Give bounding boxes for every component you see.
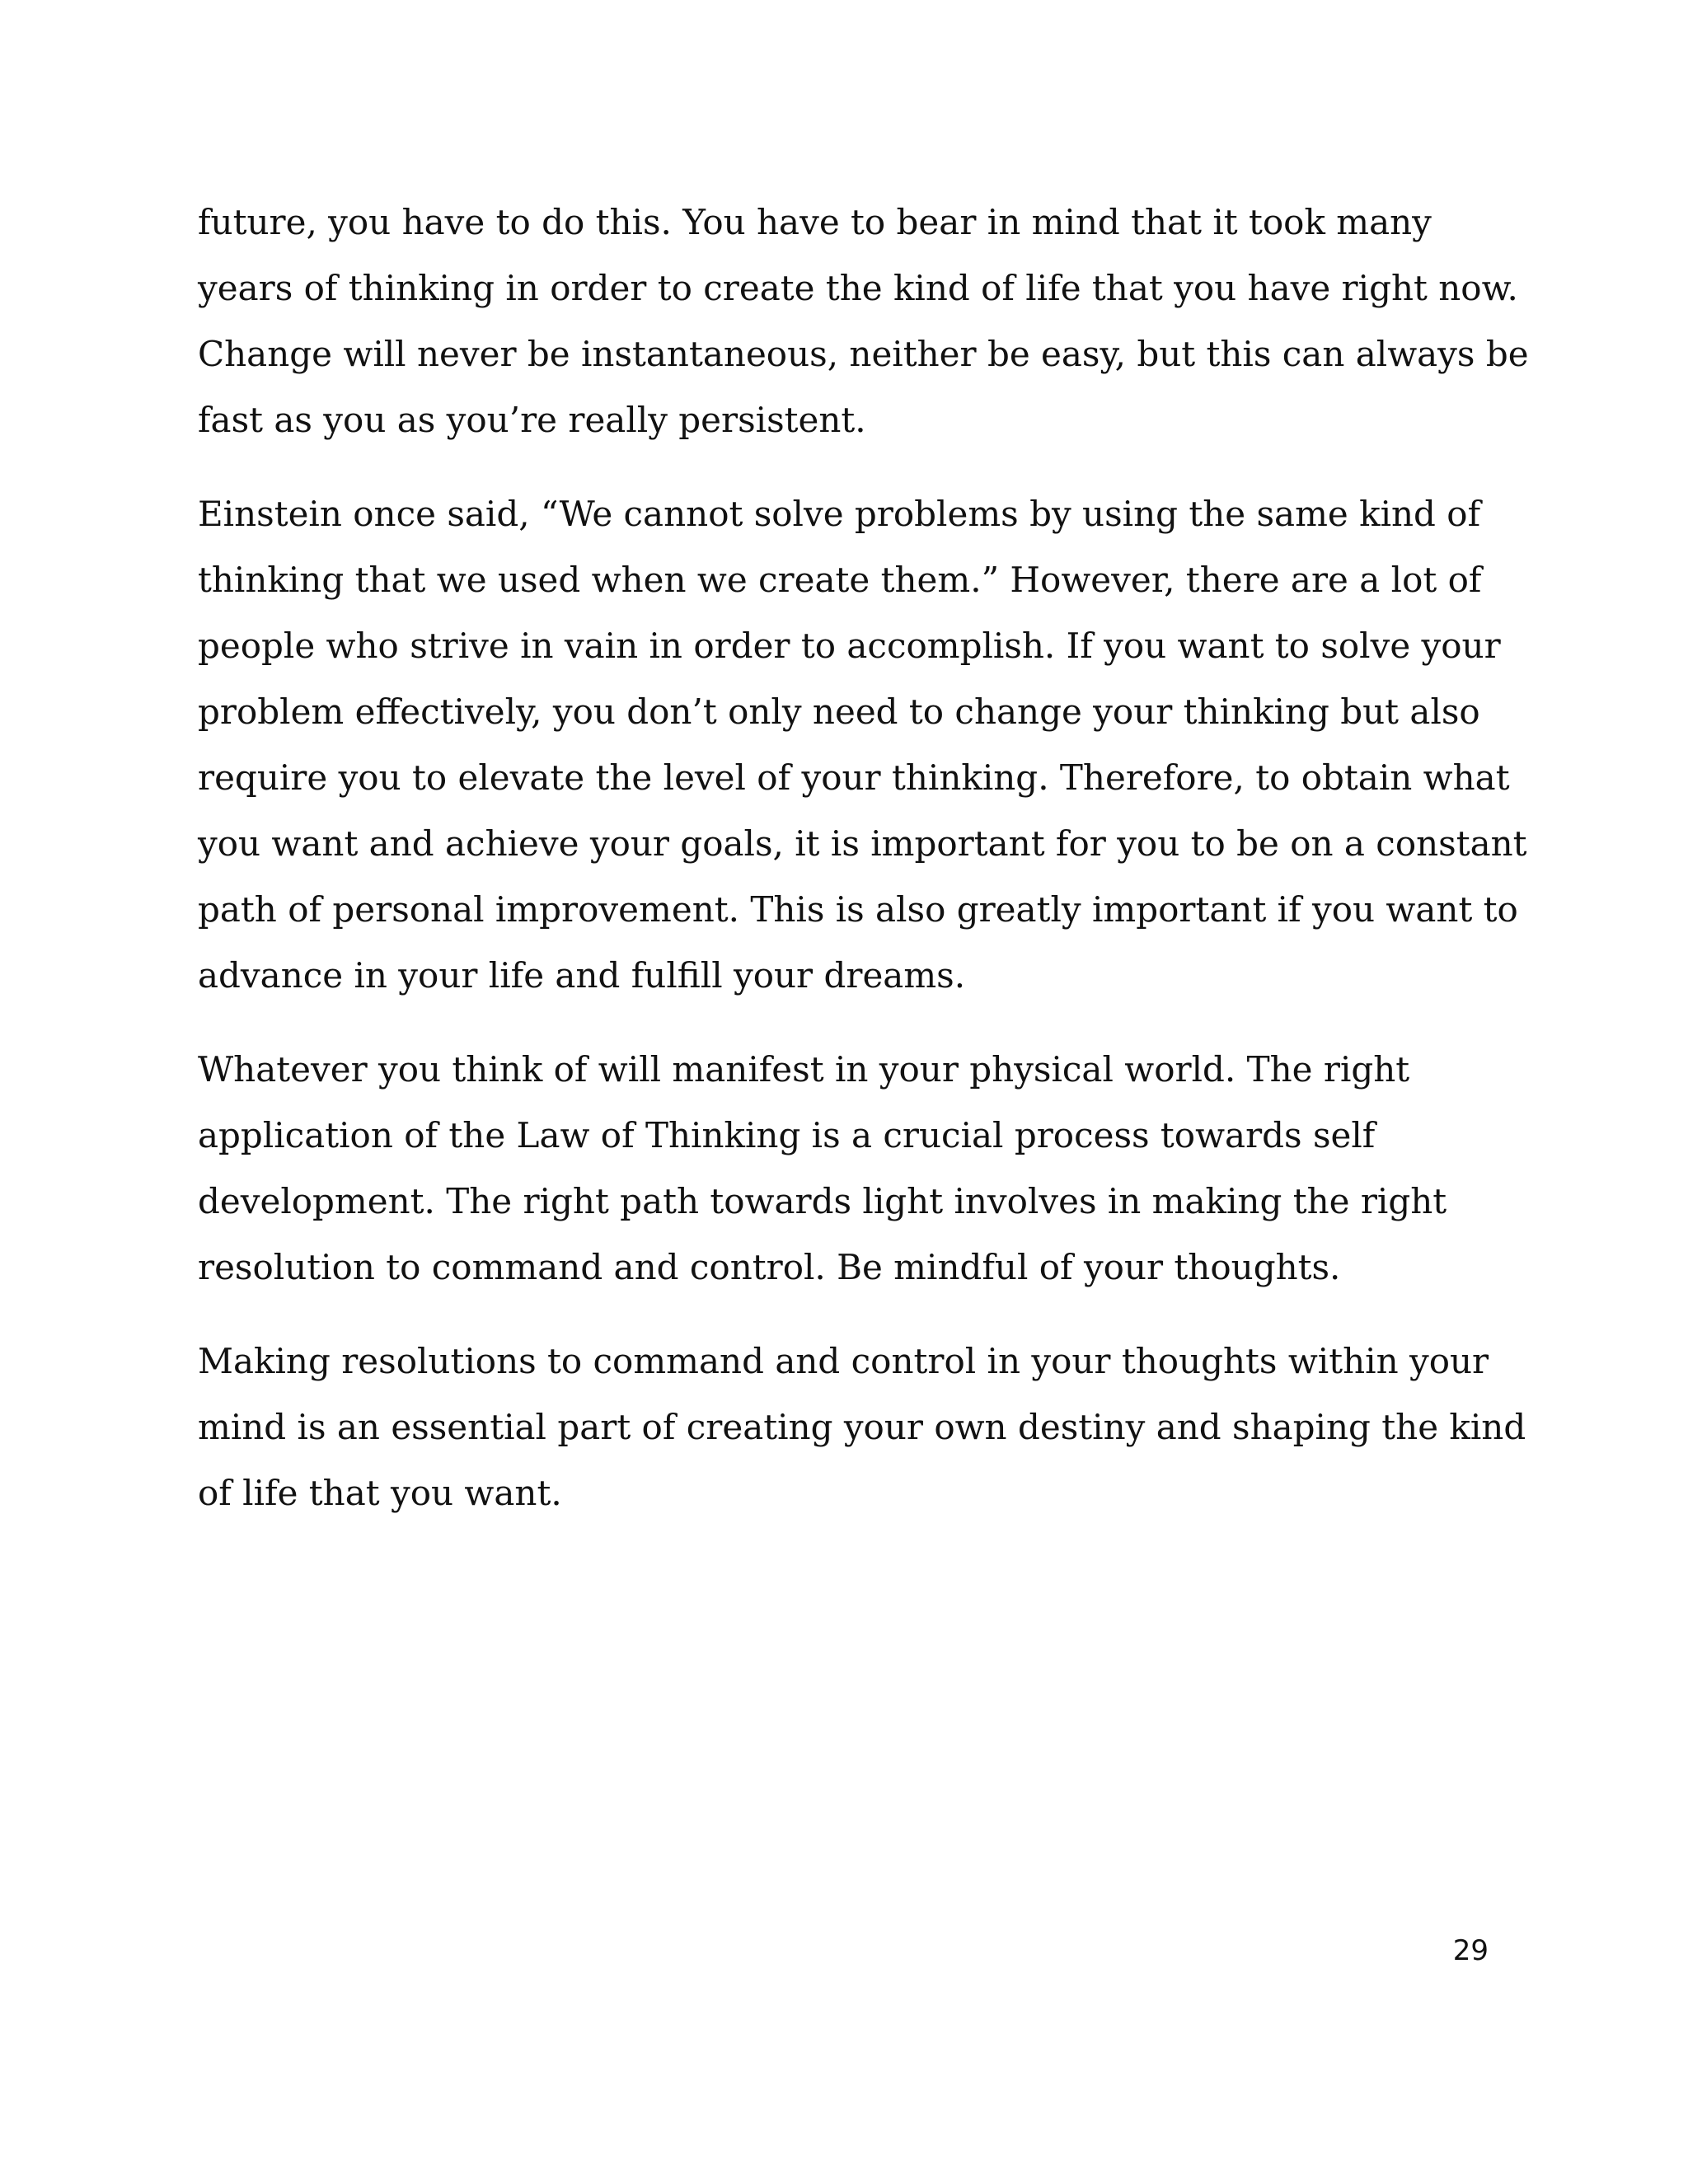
paragraph-1 [198, 190, 1529, 453]
paragraph-4 [198, 1329, 1526, 1526]
paragraph-3 [198, 1037, 1500, 1301]
paragraph-line: Change will never be instantaneous, neither be easy, but this can always be [198, 334, 1529, 374]
paragraph-line: development. The right path towards light involves in making the right [198, 1181, 1447, 1221]
paragraph-line: problem effectively, you don’t only need to change your thinking but also [198, 691, 1480, 732]
body-text [198, 190, 1529, 1554]
paragraph-line: require you to elevate the level of your thinking. Therefore, to obtain what [198, 757, 1510, 798]
paragraph-line: people who strive in vain in order to accomplish. If you want to solve your [198, 626, 1501, 666]
paragraph-line: you want and achieve your goals, it is important for you to be on a constant [198, 823, 1527, 864]
paragraph-2 [198, 481, 1527, 1009]
paragraph-line: future, you have to do this. You have to bear in mind that it took many [198, 202, 1432, 242]
paragraph-line: resolution to command and control. Be mindful of your thoughts. [198, 1247, 1341, 1287]
page-number: 29 [1452, 1934, 1489, 1967]
paragraph-line: fast as you as you’re really persistent. [198, 400, 866, 440]
paragraph-line: years of thinking in order to create the kind of life that you have right now. [198, 268, 1518, 308]
paragraph-line: thinking that we used when we create them.” However, there are a lot of [198, 560, 1482, 600]
paragraph-line: Einstein once said, “We cannot solve problems by using the same kind of [198, 494, 1481, 534]
paragraph-line: Making resolutions to command and control in your thoughts within your [198, 1341, 1489, 1381]
paragraph-line: application of the Law of Thinking is a crucial process towards self [198, 1115, 1376, 1155]
paragraph-line: of life that you want. [198, 1473, 562, 1513]
paragraph-line: advance in your life and fulfill your dreams. [198, 955, 966, 996]
paragraph-line: mind is an essential part of creating your own destiny and shaping the kind [198, 1407, 1526, 1447]
paragraph-line: Whatever you think of will manifest in your physical world. The right [198, 1049, 1410, 1090]
paragraph-line: path of personal improvement. This is also greatly important if you want to [198, 889, 1518, 930]
